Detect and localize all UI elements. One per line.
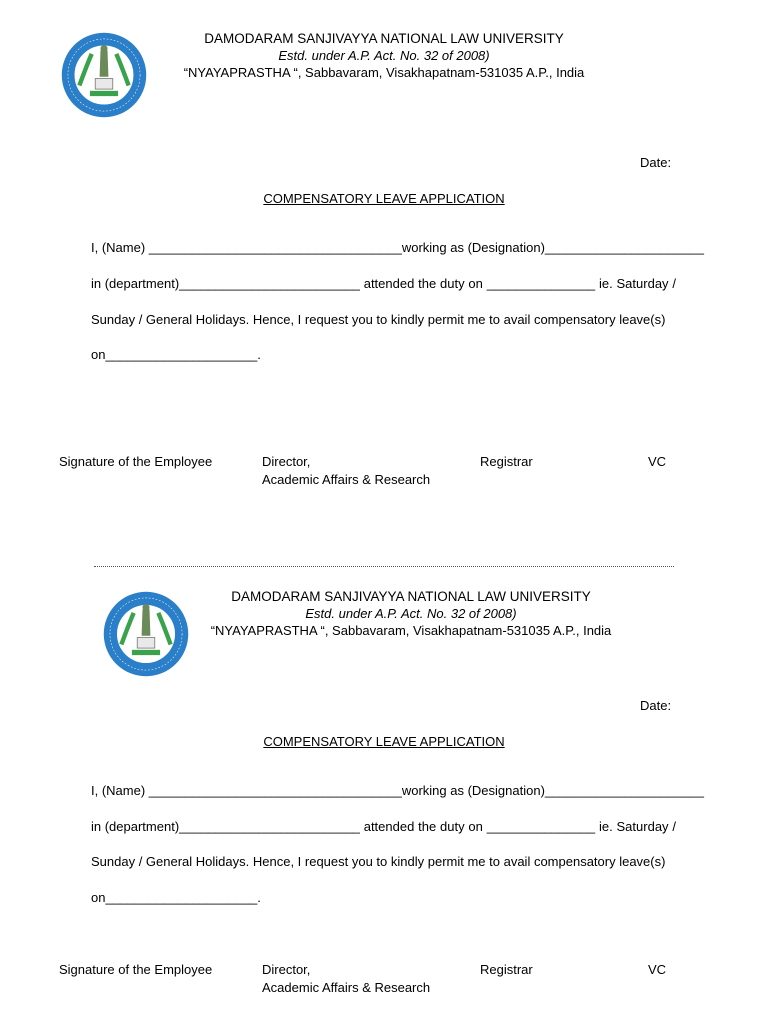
establishment-note: Estd. under A.P. Act. No. 32 of 2008) <box>278 48 490 63</box>
department-field[interactable]: in (department)_________________________ <box>91 276 360 291</box>
director-signature-label: Director, Academic Affairs & Research <box>262 454 431 487</box>
date-label: Date: <box>640 698 672 713</box>
name-field[interactable]: I, (Name) ___________________________________ <box>91 240 402 255</box>
date-label: Date: <box>640 155 672 170</box>
registrar-signature-label: Registrar <box>480 454 533 469</box>
name-line <box>91 240 704 255</box>
university-address: “NYAYAPRASTHA “, Sabbavaram, Visakhapatnam-531035 A.P., India <box>183 65 585 80</box>
leave-date-field[interactable]: on_____________________. <box>91 890 261 905</box>
form-title: COMPENSATORY LEAVE APPLICATION <box>263 734 505 749</box>
vc-signature-label: VC <box>648 454 667 469</box>
letterhead <box>161 588 661 639</box>
duty-date-field[interactable]: _______________ <box>486 276 596 291</box>
department-line: in (department)_________________________ attended the duty on _______________ ie. Saturday / <box>91 819 676 834</box>
university-name: DAMODARAM SANJIVAYYA NATIONAL LAW UNIVERSITY <box>231 589 591 604</box>
name-line <box>91 783 704 798</box>
duty-date-field[interactable]: _______________ <box>486 819 596 834</box>
department-field[interactable]: in (department)_________________________ <box>91 819 360 834</box>
university-name: DAMODARAM SANJIVAYYA NATIONAL LAW UNIVERSITY <box>204 31 564 46</box>
department-line: in (department)_________________________ attended the duty on _______________ ie. Saturday / <box>91 276 676 291</box>
establishment-note: Estd. under A.P. Act. No. 32 of 2008) <box>305 606 517 621</box>
employee-signature-label: Signature of the Employee <box>59 962 213 977</box>
employee-signature-label: Signature of the Employee <box>59 454 213 469</box>
cut-line-divider <box>94 566 674 567</box>
director-signature-label: Director, Academic Affairs & Research <box>262 962 431 995</box>
form-title: COMPENSATORY LEAVE APPLICATION <box>263 191 505 206</box>
vc-signature-label: VC <box>648 962 667 977</box>
leave-date-field[interactable]: on_____________________. <box>91 347 261 362</box>
registrar-signature-label: Registrar <box>480 962 533 977</box>
designation-field[interactable]: working as (Designation)______________________ <box>401 240 704 255</box>
designation-field[interactable]: working as (Designation)______________________ <box>401 783 704 798</box>
letterhead <box>134 30 634 81</box>
request-line: Sunday / General Holidays. Hence, I request you to kindly permit me to avail compensatory leave(s) <box>91 854 666 869</box>
request-line: Sunday / General Holidays. Hence, I request you to kindly permit me to avail compensatory leave(s) <box>91 312 666 327</box>
university-address: “NYAYAPRASTHA “, Sabbavaram, Visakhapatnam-531035 A.P., India <box>210 623 612 638</box>
name-field[interactable]: I, (Name) ___________________________________ <box>91 783 402 798</box>
